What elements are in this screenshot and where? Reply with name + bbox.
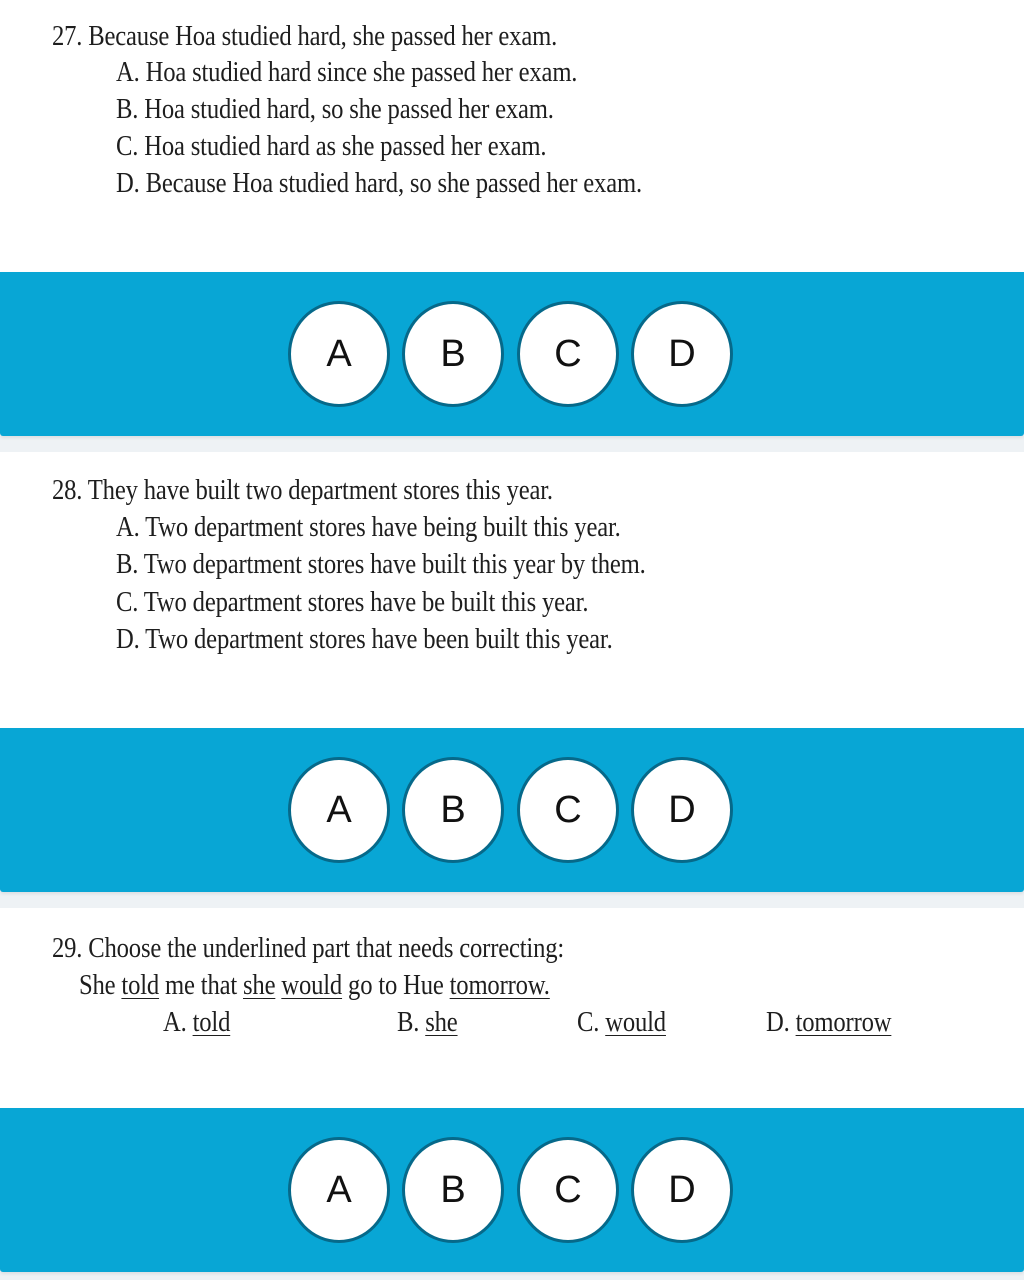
option-word: she — [425, 1007, 458, 1038]
option-letter: B. — [397, 1007, 426, 1038]
option-word: told — [192, 1007, 231, 1038]
option-letter: D. — [766, 1007, 796, 1038]
question-27-answer-bar — [0, 272, 1024, 436]
option-letter: A. — [163, 1007, 193, 1038]
question-27-stem: 27. Because Hoa studied hard, she passed her exam. — [52, 21, 558, 52]
question-28-option-b: B. Two department stores have built this year by them. — [116, 549, 646, 580]
question-29-answer-bar — [0, 1108, 1024, 1272]
question-27-answer-d-button[interactable] — [631, 301, 733, 407]
answer-label: B — [440, 788, 466, 831]
question-29-answer-d-button[interactable] — [631, 1137, 733, 1243]
question-27-answer-a-button[interactable] — [288, 301, 390, 407]
question-28-option-d: D. Two department stores have been built this year. — [116, 624, 613, 655]
question-28-stem: 28. They have built two department stores this year. — [52, 475, 553, 506]
sentence-word: me that — [159, 970, 244, 1001]
question-28-option-c: C. Two department stores have be built this year. — [116, 587, 589, 618]
answer-label: B — [440, 1168, 466, 1211]
underlined-part-would: would — [281, 970, 343, 1001]
answer-label: C — [554, 1168, 582, 1211]
question-28-card — [0, 452, 1024, 728]
question-28-answer-a-button[interactable] — [288, 757, 390, 863]
question-29-sentence — [79, 970, 550, 1002]
sentence-word: She — [79, 970, 122, 1001]
question-27-card — [0, 0, 1024, 272]
question-27-option-b: B. Hoa studied hard, so she passed her exam. — [116, 94, 554, 125]
question-27-answer-b-button[interactable] — [402, 301, 504, 407]
answer-label: A — [326, 332, 352, 375]
question-28-answer-bar — [0, 728, 1024, 892]
question-28-option-a: A. Two department stores have being built this year. — [116, 512, 621, 543]
question-29-option-c — [577, 1007, 666, 1039]
option-letter: C. — [577, 1007, 606, 1038]
sentence-word: go to Hue — [342, 970, 450, 1001]
answer-label: A — [326, 788, 352, 831]
question-29-answer-b-button[interactable] — [402, 1137, 504, 1243]
question-27-option-c: C. Hoa studied hard as she passed her exam. — [116, 131, 547, 162]
question-28-answer-b-button[interactable] — [402, 757, 504, 863]
question-27-answer-c-button[interactable] — [517, 301, 619, 407]
question-29-answer-c-button[interactable] — [517, 1137, 619, 1243]
underlined-part-she: she — [243, 970, 276, 1001]
question-29-option-b — [397, 1007, 458, 1039]
answer-label: D — [668, 1168, 696, 1211]
question-29-option-d — [766, 1007, 891, 1039]
answer-label: A — [326, 1168, 352, 1211]
question-29-option-a — [163, 1007, 230, 1039]
question-29-card — [0, 908, 1024, 1108]
option-word: tomorrow — [795, 1007, 892, 1038]
question-29-stem: 29. Choose the underlined part that needs correcting: — [52, 933, 565, 964]
answer-label: B — [440, 332, 466, 375]
option-word: would — [605, 1007, 666, 1038]
question-27-option-a: A. Hoa studied hard since she passed her exam. — [116, 57, 578, 88]
answer-label: C — [554, 788, 582, 831]
answer-label: C — [554, 332, 582, 375]
underlined-part-told: told — [121, 970, 160, 1001]
answer-label: D — [668, 332, 696, 375]
answer-label: D — [668, 788, 696, 831]
question-28-answer-c-button[interactable] — [517, 757, 619, 863]
question-29-answer-a-button[interactable] — [288, 1137, 390, 1243]
underlined-part-tomorrow: tomorrow. — [449, 970, 550, 1001]
question-27-option-d: D. Because Hoa studied hard, so she passed her exam. — [116, 168, 642, 199]
question-28-answer-d-button[interactable] — [631, 757, 733, 863]
